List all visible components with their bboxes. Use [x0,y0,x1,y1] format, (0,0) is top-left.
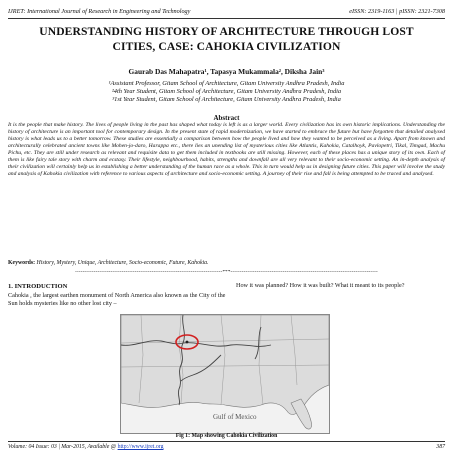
journal-link[interactable]: http://www.ijret.org [117,444,164,450]
page-footer [8,441,445,452]
keywords [8,260,445,266]
affiliation-1: ¹Assistant Professor, Gitam School of Architecture, Gitam University Andhra Pradesh, India [108,80,345,87]
affiliations [20,80,433,104]
affiliation-3: ³1st Year Student, Gitam School of Architecture, Gitam University Andhra Pradesh, India [112,96,341,103]
page-number: 387 [436,444,445,450]
intro-heading: 1. INTRODUCTION [8,283,68,290]
title-line-2: CITIES, CASE: CAHOKIA CIVILIZATION [112,40,341,53]
issn-info: eISSN: 2319-1163 | pISSN: 2321-7308 [349,7,445,15]
map-illustration [121,315,329,433]
footer-volume-info [8,444,163,450]
footer-volume-text: Volume: 04 Issue: 03 | Mar-2015, Available @ [8,444,117,450]
section-divider: -------------------------------------------------------------------------------***------------------------------------------------------------------------------- [75,270,378,275]
figure-caption: Fig 1: Map showing Cahokia Civilization [175,433,278,439]
journal-name: IJRET: International Journal of Research in Engineering and Technology [8,7,191,15]
paper-title [20,24,433,54]
affiliation-2: ²4th Year Student, Gitam School of Architecture, Gitam University Andhra Pradesh, India [111,88,342,95]
keywords-text: History, Mystery, Unique, Architecture, Socio-economic, Future, Kahokia. [36,260,209,266]
title-line-1: UNDERSTANDING HISTORY OF ARCHITECTURE THROUGH LOST [39,25,414,38]
cahokia-map-figure [120,314,330,434]
abstract-body: It is the people that make history. The lives of people living in the past has shaped what today is left is as a larger world. Every civilization has its own historic implications. Understanding the history of architecture is an important tool for contemporary design. In the present state of rapid modernization, we have started to embrace the future but have forgotten that detailed analysed history is what leads us to a better tomorrow. These studies are essentially a comparison between how the people lived and how they wanted to be perceived as a living. Apart from known and architecturally celebrated ancient towns like Mohen-jo-daro, Harappa etc., there lies an unending list of mysterious cities like Atlantis, Kahokia, Catalhoyk, Pavlopetri, Tikal, Timgad, Machu Pichu, etc. They are still under research as relevant and requisite data to get them included in textbooks are still missing. However, each of these places has a unique story of its own. Each of them is like fairy tale story with charm and ecstasy. Their lifestyle, neighbourhood, habits, strengths and downfall are all very relevant to their socio-economic setting. An in-depth analysis of their civilization will certainly help us in establishing a better understanding of the human race as a whole. This in turn would help us in designing future cities. This paper will involve the study and analysis of Kahokia civilization with reference to various aspects of architecture and socio-economic setting. A journey of their rise and fall is being attempted to be traced and analysed. [8,122,445,177]
journal-header [8,4,445,19]
author-list: Gaurab Das Mahapatra¹, Tapasya Mukammala², Diksha Jain³ [128,67,325,76]
abstract-heading: Abstract [213,114,240,122]
intro-text-right: How it was planned? How it was built? What it meant to its people? [236,282,405,289]
keywords-label: Keywords: [8,260,36,266]
intro-text-left: Cahokia , the largest earthen monument of North America also known as the City of the Sun holds mysteries like no other lost city – [8,292,226,307]
cahokia-location-dot [186,341,189,344]
map-label-gulf: Gulf of Mexico [213,413,257,421]
